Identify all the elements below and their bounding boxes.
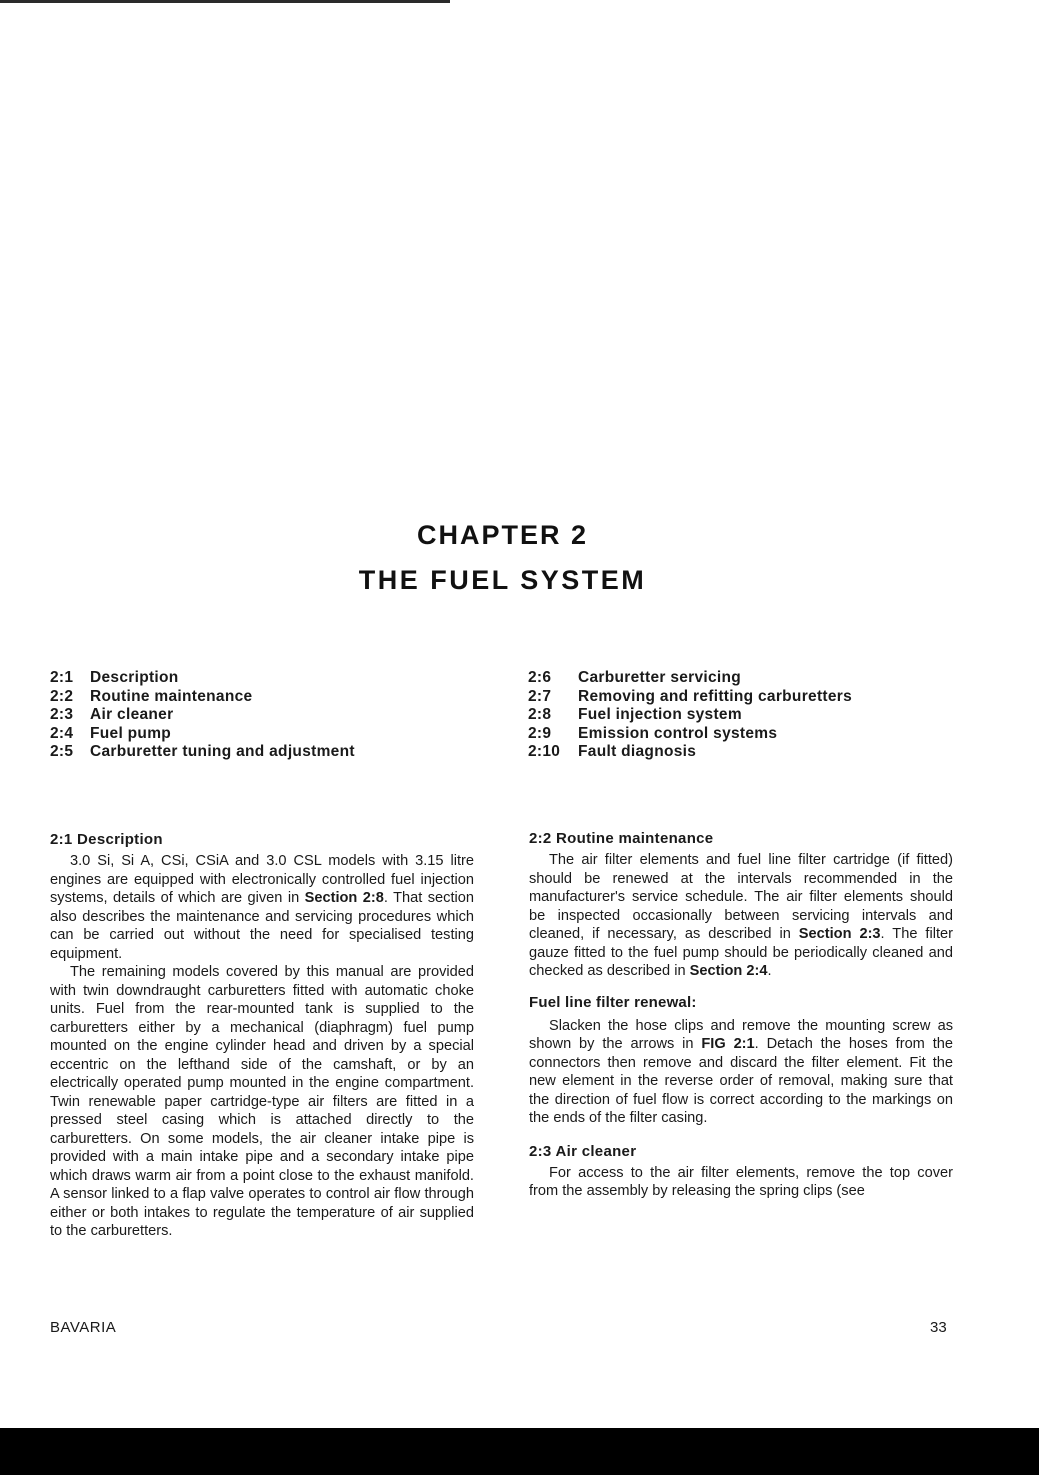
toc-number: 2:5 xyxy=(50,743,74,760)
toc-label: Routine maintenance xyxy=(90,687,253,705)
toc-item xyxy=(50,706,355,725)
toc-label: Fault diagnosis xyxy=(578,743,697,760)
toc-item xyxy=(528,688,852,707)
toc-number: 2:4 xyxy=(50,724,74,742)
toc-label: Removing and refitting carburetters xyxy=(578,687,853,705)
section-reference: Section 2:3 xyxy=(798,926,881,942)
toc-number: 2:7 xyxy=(528,687,552,705)
toc-number: 2:3 xyxy=(50,706,74,723)
right-column xyxy=(529,829,953,1201)
text-run: 3.0 Si, Si A, CSi, CSiA and 3.0 CSL models with 3.15 litre engines are equipped with electronically controlled fuel injection systems, details of which are given in xyxy=(50,853,474,906)
page-number: 33 xyxy=(930,1319,947,1336)
toc-label: Carburetter servicing xyxy=(578,669,742,686)
toc-item xyxy=(528,743,852,762)
section-reference: Section 2:4 xyxy=(689,963,768,979)
toc-item xyxy=(50,669,355,688)
toc-number: 2:6 xyxy=(528,669,552,686)
toc-number: 2:2 xyxy=(50,687,74,705)
toc-label: Emission control systems xyxy=(578,724,778,742)
footer-book-title: BAVARIA xyxy=(50,1319,117,1336)
section-heading-description: 2:1 Description xyxy=(50,831,163,848)
toc-number: 2:1 xyxy=(50,669,74,686)
maintenance-paragraph xyxy=(529,851,953,981)
subheading-fuel-line-filter: Fuel line filter renewal: xyxy=(529,993,697,1011)
toc-number: 2:10 xyxy=(528,743,561,760)
toc-item xyxy=(528,706,852,725)
toc-label: Fuel injection system xyxy=(578,706,742,723)
air-cleaner-paragraph: For access to the air filter elements, remove the top cover from the assembly by releasing the spring clips (see xyxy=(529,1164,953,1199)
section-heading-routine-maintenance: 2:2 Routine maintenance xyxy=(529,830,714,847)
toc-item xyxy=(528,725,852,744)
toc-label: Carburetter tuning and adjustment xyxy=(90,743,355,760)
toc-item xyxy=(50,688,355,707)
toc-item xyxy=(528,669,852,688)
section-reference: Section 2:8 xyxy=(304,890,384,906)
description-paragraph-2: The remaining models covered by this manual are provided with twin downdraught carburetters fitted with automatic choke units. Fuel from the rear-mounted tank is supplied to the carburetters either by a mechanical (diaphragm) fuel pump mounted on the engine cylinder head and driven by a special eccentric on the lefthand side of the camshaft, or by an electrically operated pump mounted in the engine compartment. Twin renewable paper cartridge-type air filters are fitted in a pressed steel casing which is attached directly to the carburetters. On some models, the air cleaner intake pipe is provided with a main intake pipe and a secondary intake pipe which draws warm air from a point close to the exhaust manifold. A sensor linked to a flap valve operates to control air flow through either or both intakes to regulate the temperature of air supplied to the carburetters. xyxy=(50,964,474,1239)
top-rule xyxy=(0,0,450,3)
text-run: . That section also describes the maintenance and servicing procedures which can be carried out without the need for specialised testing equipment. xyxy=(50,890,474,962)
toc-label: Fuel pump xyxy=(90,724,172,742)
filter-renewal-paragraph xyxy=(529,1017,953,1128)
toc-number: 2:8 xyxy=(528,706,552,723)
description-paragraph-1 xyxy=(50,852,474,963)
scan-border xyxy=(0,1428,1039,1475)
text-run: . The filter gauze fitted to the fuel pump should be periodically cleaned and checked as described in xyxy=(529,926,953,979)
left-column xyxy=(50,830,474,1241)
chapter-title: CHAPTER 2 xyxy=(416,520,589,550)
toc-number: 2:9 xyxy=(528,724,552,742)
toc-item xyxy=(50,743,355,762)
text-run: . Detach the hoses from the connectors then remove and discard the filter element. Fit the new element in the reverse order of removal, making sure that the direction of fuel flow is correct according to the markings on the ends of the filter casing. xyxy=(529,1036,953,1126)
figure-reference: FIG 2:1 xyxy=(701,1036,755,1052)
toc-left xyxy=(50,669,355,762)
chapter-subtitle: THE FUEL SYSTEM xyxy=(358,565,647,595)
text-run: Slacken the hose clips and remove the mounting screw as shown by the arrows in xyxy=(529,1017,953,1052)
text-run: The air filter elements and fuel line filter cartridge (if fitted) should be renewed at the intervals recommended in the manufacturer's service schedule. The air filter elements should be inspected occasionally between servicing intervals and cleaned, if necessary, as described in xyxy=(529,852,953,942)
toc-item xyxy=(50,725,355,744)
section-heading-air-cleaner: 2:3 Air cleaner xyxy=(529,1142,637,1160)
text-run: . xyxy=(767,963,772,979)
toc-label: Description xyxy=(90,669,179,686)
toc-right xyxy=(528,669,852,762)
toc-label: Air cleaner xyxy=(90,706,174,723)
